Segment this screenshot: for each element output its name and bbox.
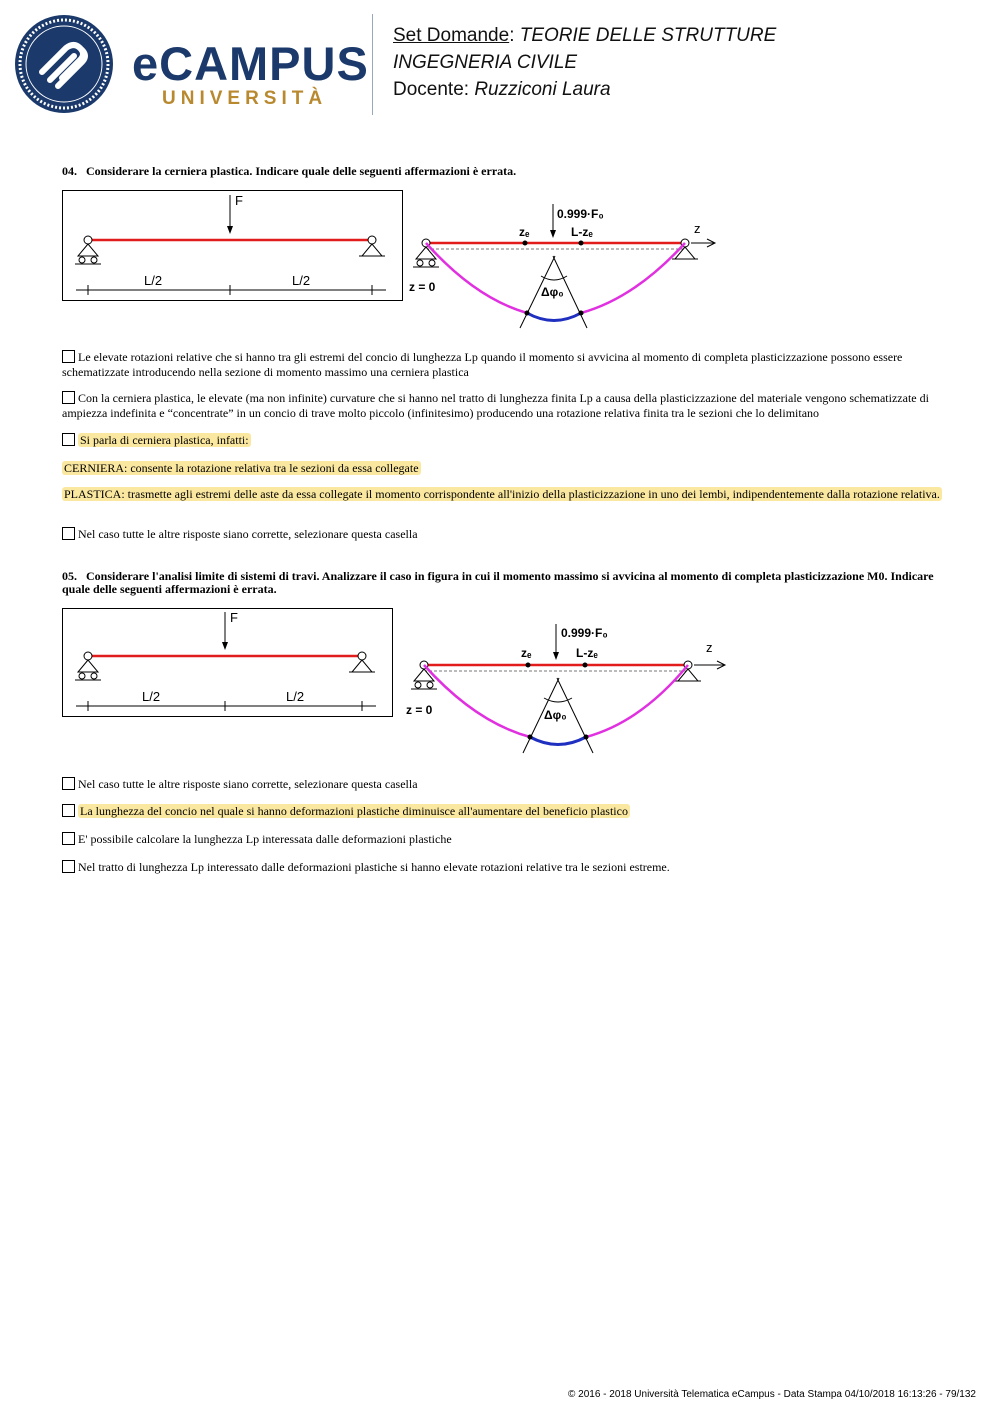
plastic-hinge-diagram	[405, 198, 725, 333]
half-span-left-label: L/2	[142, 689, 161, 704]
set-value: TEORIE DELLE STRUTTURE	[519, 25, 777, 46]
checkbox[interactable]	[62, 350, 75, 363]
question-text: Considerare l'analisi limite di sistemi di travi. Analizzare il caso in figura in cui il momento massimo si avvicina al momento di completa plasticizzazione M0. Indicare quale delle seguenti affermazioni è errata.	[62, 569, 934, 596]
question-05-title	[62, 570, 942, 596]
checkbox[interactable]	[62, 860, 75, 873]
z-axis-label: z	[694, 221, 701, 236]
force-label: F	[235, 193, 243, 208]
option-text: Nel caso tutte le altre risposte siano corrette, selezionare questa casella	[78, 777, 418, 791]
q05-option-3[interactable]	[62, 832, 942, 847]
force-label: F	[230, 610, 238, 625]
checkbox[interactable]	[62, 527, 75, 540]
brand-subtitle: UNIVERSITÀ	[162, 88, 328, 109]
question-04-title	[62, 165, 942, 178]
q04-option-2[interactable]	[62, 391, 942, 420]
z-zero-label: z = 0	[406, 703, 433, 717]
checkbox[interactable]	[62, 777, 75, 790]
teacher-label: Docente:	[393, 79, 470, 100]
question-text: Considerare la cerniera plastica. Indicare quale delle seguenti affermazioni è errata.	[86, 164, 517, 178]
load-label: 0.999·F₀	[561, 626, 608, 640]
beam-diagram	[62, 190, 404, 302]
checkbox[interactable]	[62, 832, 75, 845]
beam-diagram	[62, 608, 394, 718]
checkbox[interactable]	[62, 804, 75, 817]
option-text: Nel caso tutte le altre risposte siano corrette, selezionare questa casella	[78, 527, 418, 541]
option-text: Nel tratto di lunghezza Lp interessato dalle deformazioni plastiche si hanno elevate rotazioni relative tra le sezioni estreme.	[78, 860, 670, 874]
course-name: INGEGNERIA CIVILE	[393, 52, 578, 73]
set-label: Set Domande	[393, 25, 510, 46]
l-minus-ze-label: L-zₑ	[576, 646, 598, 660]
delta-phi-label: Δφ₀	[541, 285, 564, 299]
half-span-left-label: L/2	[144, 273, 163, 288]
load-label: 0.999·F₀	[557, 207, 604, 221]
option-text: E' possibile calcolare la lunghezza Lp interessata dalle deformazioni plastiche	[78, 832, 452, 846]
l-minus-ze-label: L-zₑ	[571, 225, 593, 239]
q05-option-4[interactable]	[62, 860, 942, 875]
option-text: Con la cerniera plastica, le elevate (ma non infinite) curvature che si hanno nel tratto di lunghezza finita Lp a causa della plasticizzazione del materiale vengono schematizzate di ampiezza indefinita e “concentrate” in un concio di trave molto piccolo (infinitesimo) producendo una rotazione relativa finita tra le sezioni che lo delimitano	[62, 391, 929, 420]
header-info: Set Domande: TEORIE DELLE STRUTTURE INGEGNERIA CIVILE Docente: Ruzziconi Laura	[393, 25, 777, 100]
ecampus-logo-icon	[14, 14, 114, 114]
q04-extra-cerniera	[62, 461, 942, 476]
option-text-highlighted: Si parla di cerniera plastica, infatti:	[80, 433, 249, 447]
z-zero-label: z = 0	[409, 280, 436, 294]
half-span-right-label: L/2	[286, 689, 305, 704]
option-text: Le elevate rotazioni relative che si hanno tra gli estremi del concio di lunghezza Lp quando il momento si avvicina al momento di completa plasticizzazione possono essere schematizzate introducendo nella sezione di momento massimo una cerniera plastica	[62, 350, 903, 379]
header-divider	[372, 14, 373, 115]
extra-text-highlighted: CERNIERA: consente la rotazione relativa tra le sezioni da essa collegate	[64, 461, 419, 475]
q05-option-2[interactable]	[62, 804, 942, 819]
brand-name: eCAMPUS	[132, 37, 369, 90]
ze-label: zₑ	[521, 646, 532, 660]
option-text-highlighted: La lunghezza del concio nel quale si hanno deformazioni plastiche diminuisce all'aumentare del beneficio plastico	[80, 804, 628, 818]
question-number: 05.	[62, 569, 77, 583]
plastic-hinge-diagram	[403, 618, 733, 758]
page-header	[0, 0, 1000, 130]
ze-label: zₑ	[519, 225, 530, 239]
question-number: 04.	[62, 164, 77, 178]
delta-phi-label: Δφ₀	[544, 708, 567, 722]
half-span-right-label: L/2	[292, 273, 311, 288]
z-axis-label: z	[706, 640, 713, 655]
extra-text-highlighted: PLASTICA: trasmette agli estremi delle aste da essa collegate il momento corrispondente all'inizio della plasticizzazione in uno dei lembi, indipendentemente dalla rotazione relativa.	[64, 487, 940, 501]
q05-option-1[interactable]	[62, 777, 942, 792]
checkbox[interactable]	[62, 391, 75, 404]
q04-option-3[interactable]	[62, 433, 942, 448]
q04-extra-plastica	[62, 487, 942, 502]
teacher-name: Ruzziconi Laura	[474, 79, 611, 100]
page-footer: © 2016 - 2018 Università Telematica eCampus - Data Stampa 04/10/2018 16:13:26 - 79/132	[568, 1389, 976, 1400]
q04-option-4[interactable]	[62, 527, 942, 542]
checkbox[interactable]	[62, 433, 75, 446]
q04-option-1[interactable]	[62, 350, 942, 379]
